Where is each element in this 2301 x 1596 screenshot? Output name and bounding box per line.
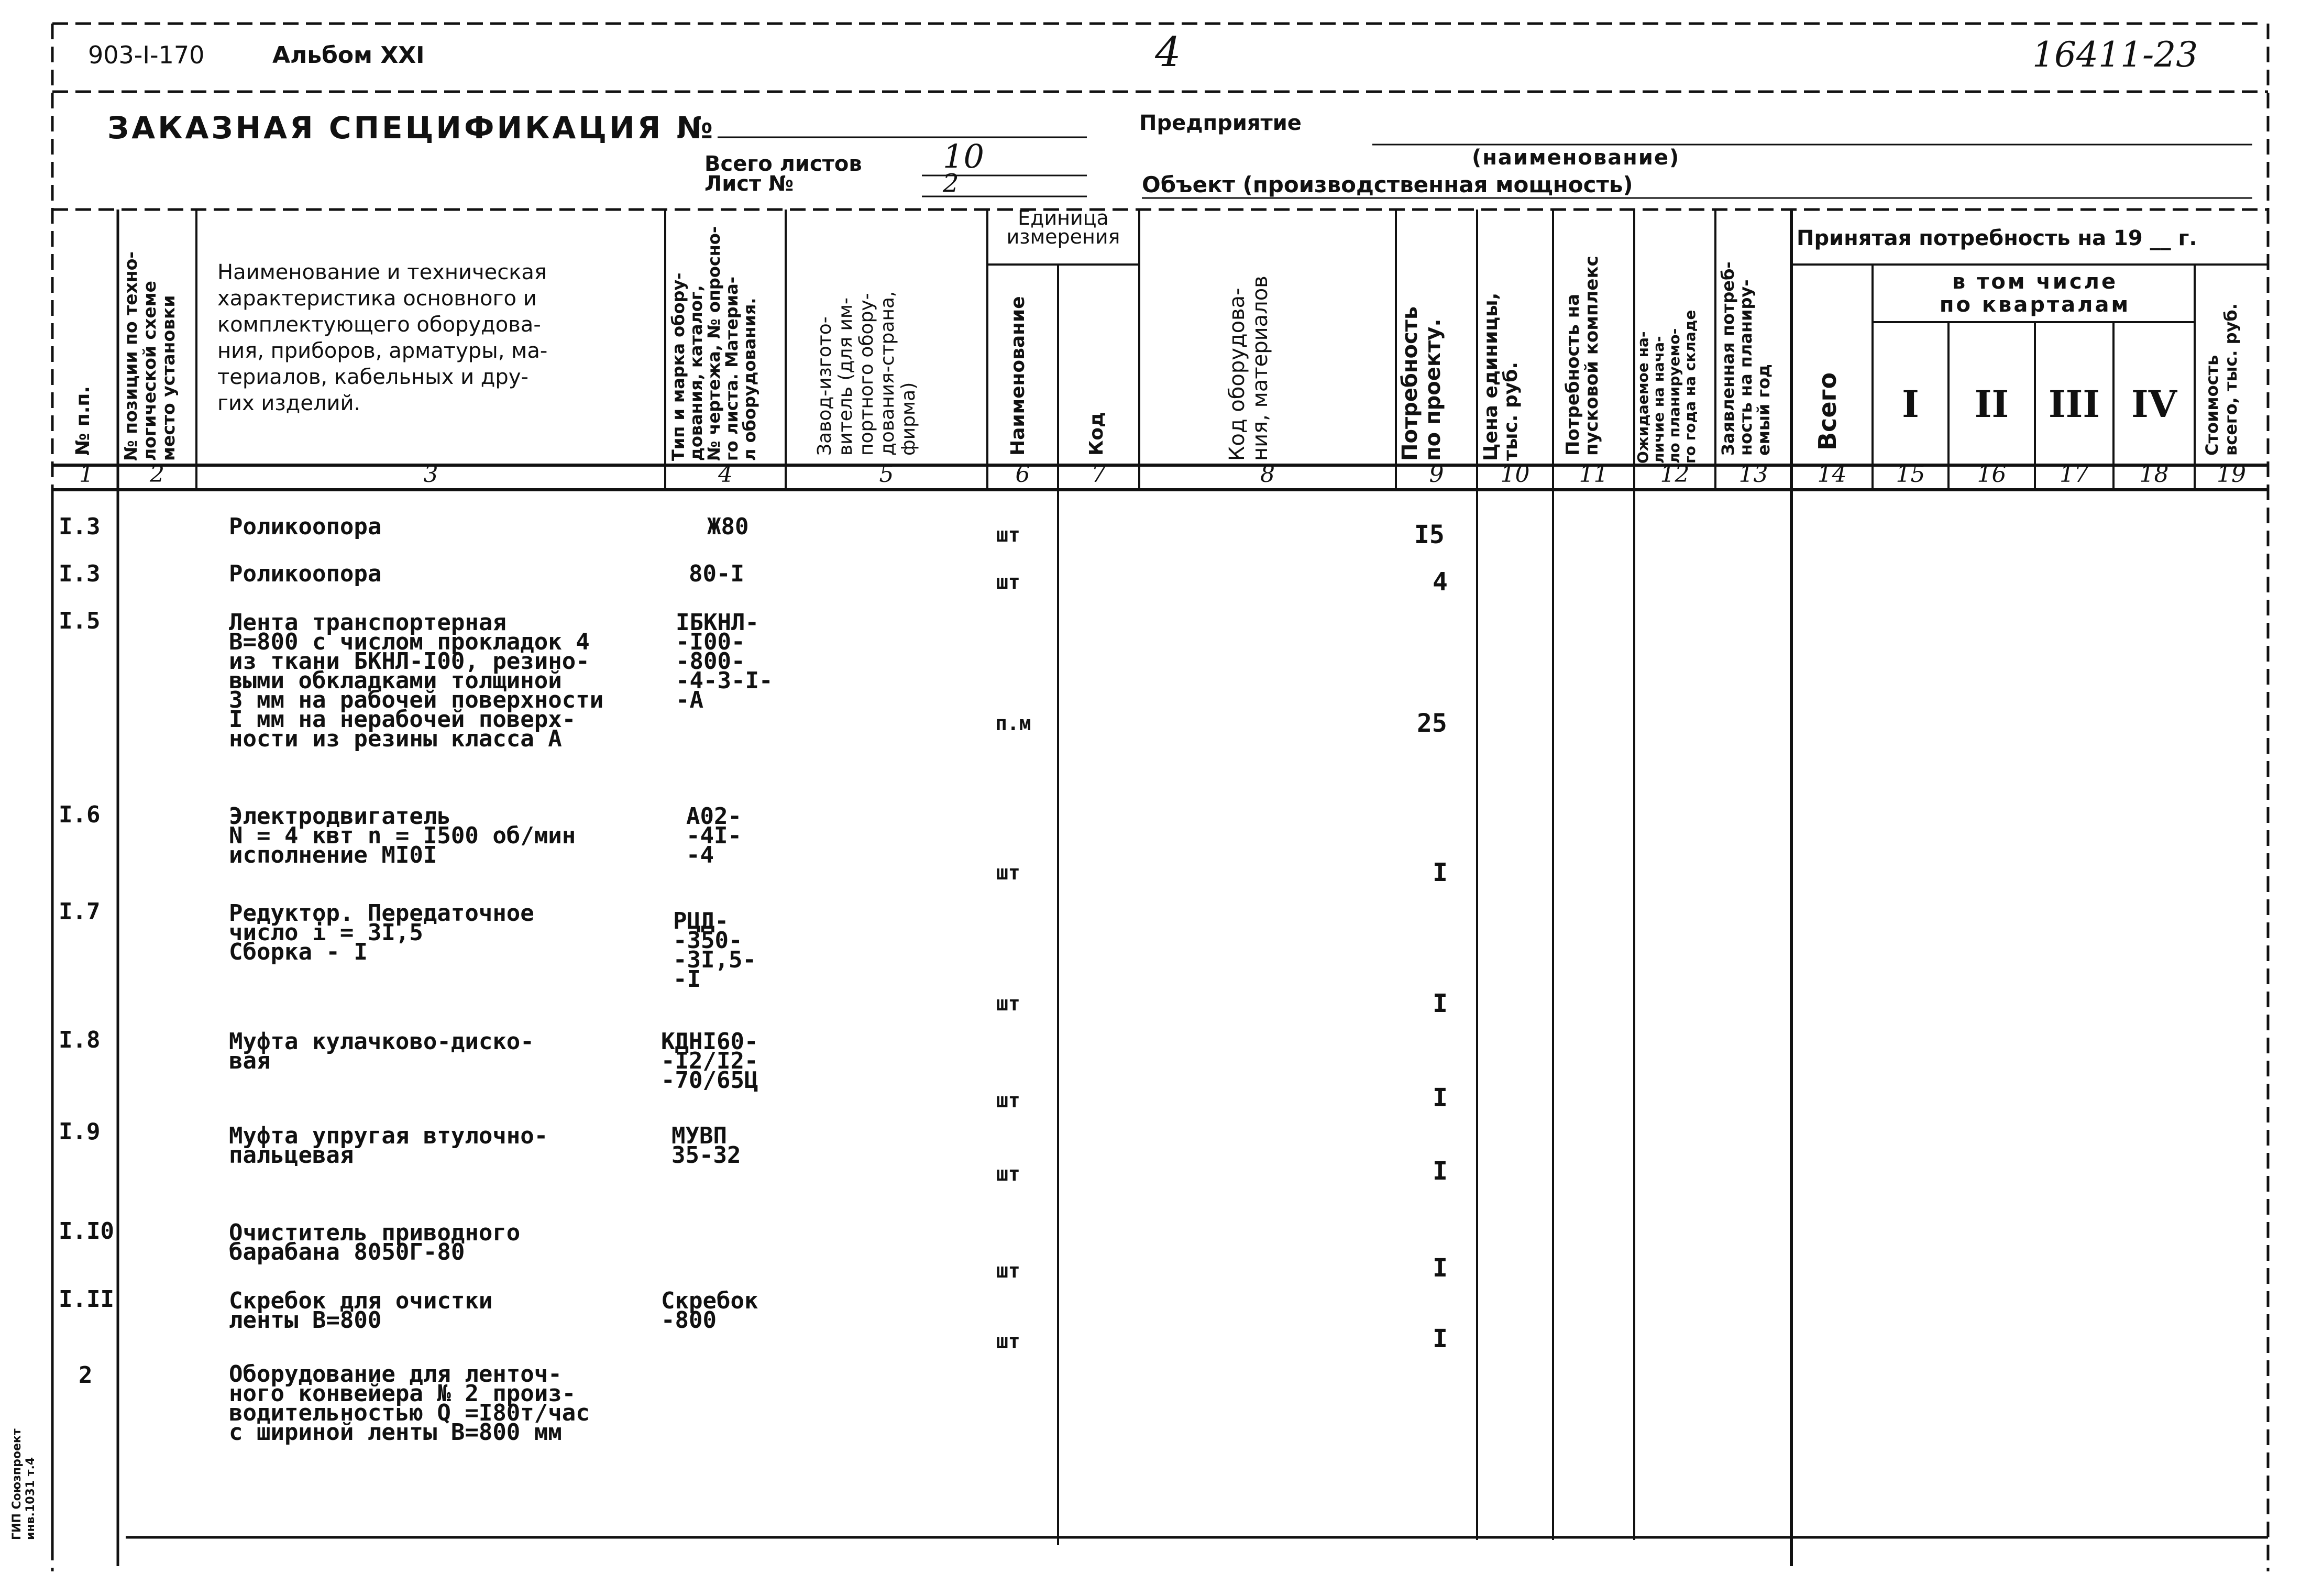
row-item-name: Оборудование для ленточ- ного конвейера № 2 произ- водительностью Q =I80т/час с шириной ленты В=800 мм bbox=[229, 1361, 590, 1446]
quarter-1: I bbox=[1902, 382, 1919, 426]
row-type: IБКНЛ- -I00- -800- -4-3-I- -А bbox=[676, 609, 773, 713]
row-item-name: Лента транспортерная В=800 с числом прокладок 4 из ткани БКНЛ-I00, резино- выми обкладками толщиной 3 мм на рабочей поверхности I мм на нерабочей поверх- ности из резины класса А bbox=[229, 609, 604, 752]
row-type: МУВП 35-32 bbox=[671, 1122, 741, 1169]
quarters-label: в том числе по кварталам bbox=[1939, 270, 2131, 317]
col-number: 4 bbox=[718, 461, 733, 488]
doc-code: 903-I-170 bbox=[88, 41, 205, 69]
col-number: 15 bbox=[1896, 461, 1925, 488]
row-qty: I bbox=[1433, 1253, 1448, 1283]
col-number: 12 bbox=[1660, 461, 1690, 488]
row-item-name: Очиститель приводного барабана 8050Г-80 bbox=[229, 1219, 521, 1265]
row-item-name: Роликоопора bbox=[229, 560, 382, 587]
row-item-name: Муфта кулачково-диско- вая bbox=[229, 1028, 534, 1074]
row-position: I.I0 bbox=[59, 1218, 114, 1245]
col-header-11: Потребность на пусковой комплекс bbox=[1562, 256, 1602, 456]
sheet-label: Лист № bbox=[704, 172, 794, 196]
col-number: 2 bbox=[150, 461, 164, 488]
row-unit: шт bbox=[996, 992, 1020, 1015]
row-type: КДНI60- -I2/I2- -70/65Ц bbox=[661, 1028, 758, 1094]
row-position: I.3 bbox=[59, 513, 101, 540]
col-header-6-group: Единица измерения bbox=[1006, 206, 1120, 248]
col-header-2: № позиции по техно- логической схеме место установки bbox=[120, 251, 179, 461]
col-header-4: Тип и марка обору- дования, каталог, № чертежа, № опросно- го листа. Материа- л оборудования. bbox=[668, 226, 759, 461]
col-header-13: Заявленная потреб- ность на планиру- емый год bbox=[1718, 261, 1774, 456]
row-unit: шт bbox=[996, 1259, 1020, 1282]
row-type: А02- -4I- -4 bbox=[686, 803, 742, 868]
col-header-10: Цена единицы, тыс. руб. bbox=[1480, 292, 1522, 461]
col-number: 14 bbox=[1817, 461, 1847, 488]
col-header-14: Всего bbox=[1813, 372, 1842, 450]
col-number: 13 bbox=[1738, 461, 1768, 488]
object-label: Объект (производственная мощность) bbox=[1142, 172, 1633, 197]
row-qty: I bbox=[1433, 1324, 1448, 1353]
row-unit: шт bbox=[996, 1162, 1020, 1185]
col-header-3: Наименование и техническая характеристика основного и комплектующего оборудова- ния, приборов, арматуры, ма- териалов, кабельных и дру- гих изделий. bbox=[217, 260, 548, 415]
quarter-2: II bbox=[1974, 382, 2009, 426]
accepted-need-label: Принятая потребность на 19 __ г. bbox=[1797, 226, 2197, 250]
col-header-8: Код оборудова- ния, материалов bbox=[1225, 276, 1272, 461]
row-position: 2 bbox=[79, 1362, 93, 1389]
row-position: I.9 bbox=[59, 1118, 101, 1145]
col-header-5: Завод-изгото- витель (для им- портного обору- дования-страна, фирма) bbox=[814, 291, 919, 456]
row-item-name: Скребок для очистки ленты В=800 bbox=[229, 1287, 493, 1334]
col-number: 19 bbox=[2217, 461, 2246, 488]
row-qty: I bbox=[1433, 1083, 1448, 1113]
album-label: Альбом XXI bbox=[272, 42, 425, 69]
name-label: (наименование) bbox=[1472, 146, 1680, 170]
row-qty: 25 bbox=[1417, 709, 1447, 738]
row-qty: 4 bbox=[1433, 567, 1448, 597]
col-header-7: Код bbox=[1086, 412, 1107, 456]
row-type: Скребок -800 bbox=[661, 1287, 758, 1334]
col-header-6: Наименование bbox=[1007, 296, 1029, 456]
sheet-code: 16411-23 bbox=[2032, 35, 2198, 75]
col-number: 18 bbox=[2139, 461, 2169, 488]
row-position: I.7 bbox=[59, 898, 101, 925]
col-header-19: Стоимость всего, тыс. руб. bbox=[2202, 303, 2241, 456]
col-number: 5 bbox=[879, 461, 894, 488]
row-unit: п.м bbox=[995, 712, 1031, 735]
row-type: РЦД- -350- -3I,5- -I bbox=[673, 908, 756, 993]
quarter-3: III bbox=[2048, 382, 2100, 426]
row-qty: I bbox=[1433, 989, 1448, 1018]
row-item-name: Муфта упругая втулочно- пальцевая bbox=[229, 1122, 548, 1169]
sheet-value: 2 bbox=[943, 169, 959, 198]
archive-stamp-line2: инв.1031 т.4 bbox=[24, 1457, 37, 1540]
col-number: 16 bbox=[1977, 461, 2007, 488]
row-qty: I bbox=[1433, 1157, 1448, 1186]
col-header-12: Ожидаемое на- личие на нача- ло планируемо- го года на складе bbox=[1634, 310, 1699, 464]
row-qty: I5 bbox=[1414, 520, 1445, 549]
row-type: 80-I bbox=[689, 560, 744, 587]
col-number: 17 bbox=[2060, 461, 2089, 488]
col-number: 6 bbox=[1015, 461, 1030, 488]
quarter-4: IV bbox=[2131, 382, 2177, 426]
col-number: 11 bbox=[1579, 461, 1609, 488]
col-number: 9 bbox=[1429, 461, 1444, 488]
row-item-name: Редуктор. Передаточное число i = 3I,5 Сборка - I bbox=[229, 900, 534, 965]
row-unit: шт bbox=[996, 861, 1020, 884]
row-item-name: Роликоопора bbox=[229, 513, 382, 540]
spec-title: ЗАКАЗНАЯ СПЕЦИФИКАЦИЯ № bbox=[107, 110, 716, 146]
total-sheets-label: Всего листов bbox=[704, 152, 862, 176]
row-qty: I bbox=[1433, 858, 1448, 887]
col-number: 8 bbox=[1260, 461, 1275, 488]
row-unit: шт bbox=[996, 570, 1020, 593]
enterprise-label: Предприятие bbox=[1139, 111, 1302, 135]
col-number: 7 bbox=[1091, 461, 1106, 488]
row-type: Ж80 bbox=[707, 513, 749, 540]
page-number: 4 bbox=[1155, 29, 1181, 76]
col-number: 3 bbox=[423, 461, 438, 488]
col-header-9: Потребность по проекту. bbox=[1398, 306, 1445, 461]
row-position: I.II bbox=[59, 1286, 114, 1313]
row-unit: шт bbox=[996, 1330, 1020, 1353]
row-position: I.3 bbox=[59, 560, 101, 587]
row-position: I.5 bbox=[59, 608, 101, 634]
row-unit: шт bbox=[996, 523, 1020, 546]
total-sheets-value: 10 bbox=[943, 137, 984, 175]
col-header-1: № п.п. bbox=[72, 386, 94, 456]
row-position: I.8 bbox=[59, 1027, 101, 1053]
col-number: 1 bbox=[79, 461, 94, 488]
col-number: 10 bbox=[1500, 461, 1530, 488]
row-unit: шт bbox=[996, 1089, 1020, 1112]
archive-stamp bbox=[10, 1428, 38, 1540]
row-item-name: Электродвигатель N = 4 квт n = I500 об/мин исполнение МI0I bbox=[229, 803, 576, 868]
archive-stamp-line1: ГИП Союзпроект bbox=[10, 1428, 24, 1540]
row-position: I.6 bbox=[59, 801, 101, 828]
